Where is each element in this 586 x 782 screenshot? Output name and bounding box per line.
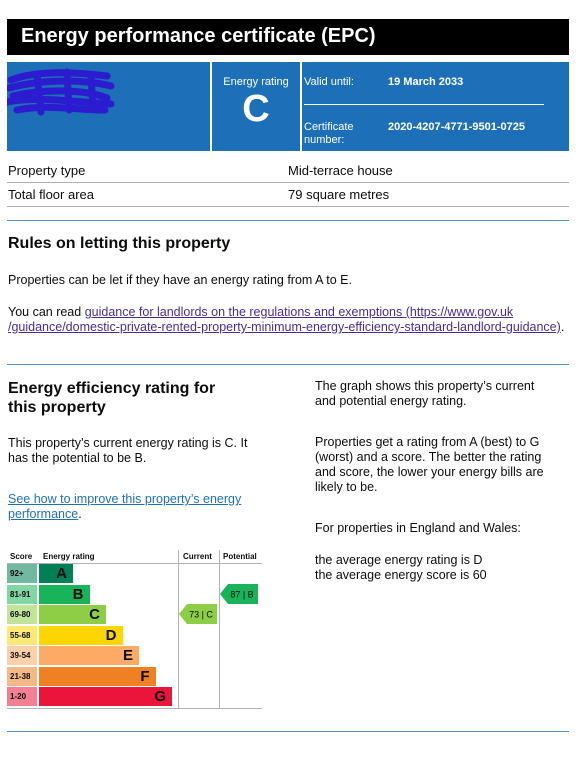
floor-area-value: 79 square metres [288,187,390,202]
valid-until-label: Valid until: [304,76,354,88]
rating-column-header: Energy rating [43,552,95,561]
band-letter-g: G [154,688,166,705]
band-c [39,605,106,624]
certificate-number: 2020-4207-4771-9501-0725 [388,121,526,133]
band-a [39,564,73,583]
band-letter-d: D [105,626,117,644]
redaction-scribble-icon [7,66,117,126]
property-type-value: Mid-terrace house [288,163,393,178]
band-d [39,626,123,645]
band-score-label-a: 92+ [10,569,24,578]
improve-performance-link[interactable]: See how to improve this property’s energy performance [8,492,242,521]
page-title: Energy performance certificate (EPC) [21,25,376,47]
potential-rating-arrow [220,584,258,604]
region-label: For properties in England and Wales: [315,521,521,535]
band-f [39,667,156,686]
band-score-label-d: 55-68 [10,630,31,640]
band-b [39,585,90,604]
property-type-label: Property type [8,163,86,178]
energy-rating-letter: C [242,88,270,130]
band-letter-b: B [72,585,84,603]
letting-heading: Rules on letting this property [8,235,231,252]
score-column-header: Score [10,552,33,561]
band-g [39,687,172,706]
address-redacted [7,62,207,151]
efficiency-heading: Energy efficiency rating for this property [8,380,216,416]
potential-rating-arrow-label: 87 | B [230,589,254,599]
current-rating-arrow [179,604,217,624]
band-letter-c: C [89,606,100,623]
header-divider [304,104,544,105]
band-score-label-e: 39-54 [10,651,31,660]
section-divider [7,731,569,732]
energy-rating-box [210,62,302,151]
chart-column-line [219,550,220,709]
current-column-header: Current [183,552,212,561]
current-rating-arrow-label: 73 | C [189,609,213,620]
epc-rating-chart [7,550,263,710]
graph-explanation: The graph shows this property’s current and potential energy rating. [315,379,535,408]
valid-until-date: 19 March 2033 [388,76,464,88]
band-letter-e: E [122,647,133,664]
band-score-label-g: 1-20 [10,692,27,701]
certificate-number-label: Certificate number: [304,121,354,146]
band-letter-f: F [140,667,150,685]
letting-paragraph: Properties can be let if they have an energy rating from A to E. [8,273,352,287]
section-divider [7,364,569,365]
chart-bottom-line [7,708,262,709]
band-score-label-c: 69-80 [10,610,31,619]
band-score-label-b: 81-91 [10,589,31,599]
band-score-label-f: 21-38 [10,671,31,681]
potential-column-header: Potential [223,552,257,561]
row-divider [7,206,569,207]
band-e [39,646,139,665]
title-bar [7,19,569,55]
rating-explanation: Properties get a rating from A (best) to G (worst) and a score. The better the rating and score, the lower your energy bills are likely to be. [315,435,544,494]
improve-paragraph: See how to improve this property’s energy performance. [8,492,242,521]
section-divider [7,220,569,221]
letting-guidance-paragraph: You can read guidance for landlords on the regulations and exemptions (https://www.gov.uk /guidance/domestic-private-rented-property-minimum-energy-efficiency-standard-landlord-guidance). [8,305,565,334]
row-divider [7,182,569,183]
chart-column-line [178,550,179,709]
certificate-header [7,62,569,151]
band-letter-a: A [56,565,67,582]
landlord-guidance-link[interactable]: guidance for landlords on the regulations and exemptions (https://www.gov.uk /guidance/domestic-private-rented-property-minimum-energy-efficiency-standard-landlord-guidance) [8,305,561,334]
floor-area-label: Total floor area [8,187,94,202]
average-rating-text: the average energy rating is D the average energy score is 60 [315,553,487,582]
current-rating-text: This property’s current energy rating is C. It has the potential to be B. [8,436,248,465]
energy-rating-label: Energy rating [223,76,289,88]
